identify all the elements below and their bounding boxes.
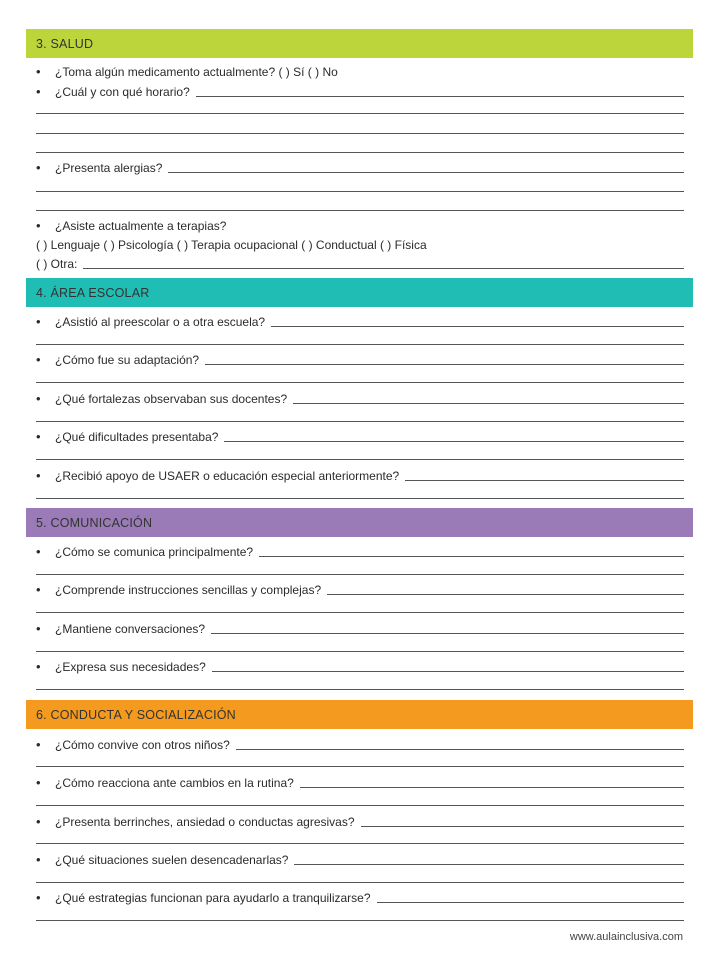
question-text: ¿Qué dificultades presentaba? xyxy=(55,430,219,444)
question-text: ¿Asiste actualmente a terapias? xyxy=(55,219,227,233)
answer-line[interactable] xyxy=(36,766,684,767)
bullet-icon: • xyxy=(36,218,41,233)
bullet-icon: • xyxy=(36,160,41,175)
answer-line[interactable] xyxy=(271,326,684,327)
section-title-salud: 3. SALUD xyxy=(36,36,94,51)
bullet-icon: • xyxy=(36,64,41,79)
footer-website: www.aulainclusiva.com xyxy=(569,931,683,943)
answer-line[interactable] xyxy=(196,96,684,97)
therapy-other-label: ( ) Otra: xyxy=(36,257,78,271)
section-title-escolar: 4. ÁREA ESCOLAR xyxy=(36,285,150,300)
question-conversaciones xyxy=(36,620,684,638)
question-horario xyxy=(36,83,684,101)
question-text: ¿Presenta berrinches, ansiedad o conductas agresivas? xyxy=(55,815,355,829)
answer-line[interactable] xyxy=(36,612,684,613)
question-estrategias xyxy=(36,889,684,907)
question-text: ¿Cómo fue su adaptación? xyxy=(55,353,200,367)
bullet-icon: • xyxy=(36,621,41,636)
answer-line[interactable] xyxy=(36,498,684,499)
answer-line[interactable] xyxy=(36,191,684,192)
answer-line[interactable] xyxy=(224,441,684,442)
answer-line[interactable] xyxy=(300,787,684,788)
therapy-other xyxy=(36,255,684,273)
question-preescolar xyxy=(36,313,684,331)
answer-line[interactable] xyxy=(259,556,684,557)
answer-line[interactable] xyxy=(36,805,684,806)
answer-line[interactable] xyxy=(293,403,684,404)
answer-line[interactable] xyxy=(361,826,684,827)
bullet-icon: • xyxy=(36,429,41,444)
question-comunica xyxy=(36,543,684,561)
answer-line[interactable] xyxy=(294,864,684,865)
therapy-options-text: ( ) Lenguaje ( ) Psicología ( ) Terapia ocupacional ( ) Conductual ( ) Física xyxy=(36,238,427,252)
question-adaptacion xyxy=(36,351,684,369)
question-convive xyxy=(36,736,684,754)
answer-line[interactable] xyxy=(327,594,684,595)
bullet-icon: • xyxy=(36,659,41,674)
answer-line[interactable] xyxy=(236,749,684,750)
question-text: ¿Presenta alergias? xyxy=(55,161,163,175)
answer-line[interactable] xyxy=(36,421,684,422)
answer-line[interactable] xyxy=(36,843,684,844)
section-header-conducta xyxy=(26,700,693,729)
bullet-icon: • xyxy=(36,391,41,406)
bullet-icon: • xyxy=(36,352,41,367)
answer-line[interactable] xyxy=(205,364,684,365)
question-text: ¿Recibió apoyo de USAER o educación especial anteriormente? xyxy=(55,469,400,483)
question-cambios-rutina xyxy=(36,774,684,792)
answer-line[interactable] xyxy=(36,210,684,211)
question-text: ¿Comprende instrucciones sencillas y complejas? xyxy=(55,583,322,597)
therapy-options[interactable] xyxy=(36,236,684,254)
answer-line[interactable] xyxy=(377,902,684,903)
answer-line[interactable] xyxy=(83,268,684,269)
answer-line[interactable] xyxy=(36,382,684,383)
question-berrinches xyxy=(36,813,684,831)
question-alergias xyxy=(36,159,684,177)
bullet-icon: • xyxy=(36,468,41,483)
section-title-conducta: 6. CONDUCTA Y SOCIALIZACIÓN xyxy=(36,707,236,722)
section-title-comunicacion: 5. COMUNICACIÓN xyxy=(36,515,153,530)
question-text: ¿Qué fortalezas observaban sus docentes? xyxy=(55,392,288,406)
question-usaer xyxy=(36,467,684,485)
question-text: ¿Cuál y con qué horario? xyxy=(55,85,190,99)
bullet-icon: • xyxy=(36,544,41,559)
question-instrucciones xyxy=(36,581,684,599)
answer-line[interactable] xyxy=(211,633,684,634)
section-header-salud xyxy=(26,29,693,58)
answer-line[interactable] xyxy=(36,882,684,883)
question-text: ¿Toma algún medicamento actualmente? ( ) Sí ( ) No xyxy=(55,65,338,79)
answer-line[interactable] xyxy=(36,344,684,345)
question-text: ¿Cómo se comunica principalmente? xyxy=(55,545,254,559)
bullet-icon: • xyxy=(36,737,41,752)
answer-line[interactable] xyxy=(36,651,684,652)
bullet-icon: • xyxy=(36,84,41,99)
section-header-escolar xyxy=(26,278,693,307)
bullet-icon: • xyxy=(36,852,41,867)
bullet-icon: • xyxy=(36,775,41,790)
question-text: ¿Expresa sus necesidades? xyxy=(55,660,206,674)
bullet-icon: • xyxy=(36,582,41,597)
question-text: ¿Cómo reacciona ante cambios en la rutina? xyxy=(55,776,294,790)
question-text: ¿Qué estrategias funcionan para ayudarlo a tranquilizarse? xyxy=(55,891,371,905)
answer-line[interactable] xyxy=(36,574,684,575)
bullet-icon: • xyxy=(36,314,41,329)
question-dificultades xyxy=(36,428,684,446)
answer-line[interactable] xyxy=(168,172,684,173)
bullet-icon: • xyxy=(36,890,41,905)
answer-line[interactable] xyxy=(36,459,684,460)
answer-line[interactable] xyxy=(36,113,684,114)
answer-line[interactable] xyxy=(36,152,684,153)
question-text: ¿Mantiene conversaciones? xyxy=(55,622,206,636)
question-text: ¿Qué situaciones suelen desencadenarlas? xyxy=(55,853,289,867)
question-necesidades xyxy=(36,658,684,676)
answer-line[interactable] xyxy=(405,480,684,481)
question-terapias xyxy=(36,217,684,235)
question-text: ¿Asistió al preescolar o a otra escuela? xyxy=(55,315,266,329)
answer-line[interactable] xyxy=(212,671,684,672)
answer-line[interactable] xyxy=(36,920,684,921)
question-medicamento xyxy=(36,63,684,81)
answer-line[interactable] xyxy=(36,133,684,134)
bullet-icon: • xyxy=(36,814,41,829)
answer-line[interactable] xyxy=(36,689,684,690)
question-text: ¿Cómo convive con otros niños? xyxy=(55,738,230,752)
section-header-comunicacion xyxy=(26,508,693,537)
question-fortalezas xyxy=(36,390,684,408)
question-situaciones xyxy=(36,851,684,869)
